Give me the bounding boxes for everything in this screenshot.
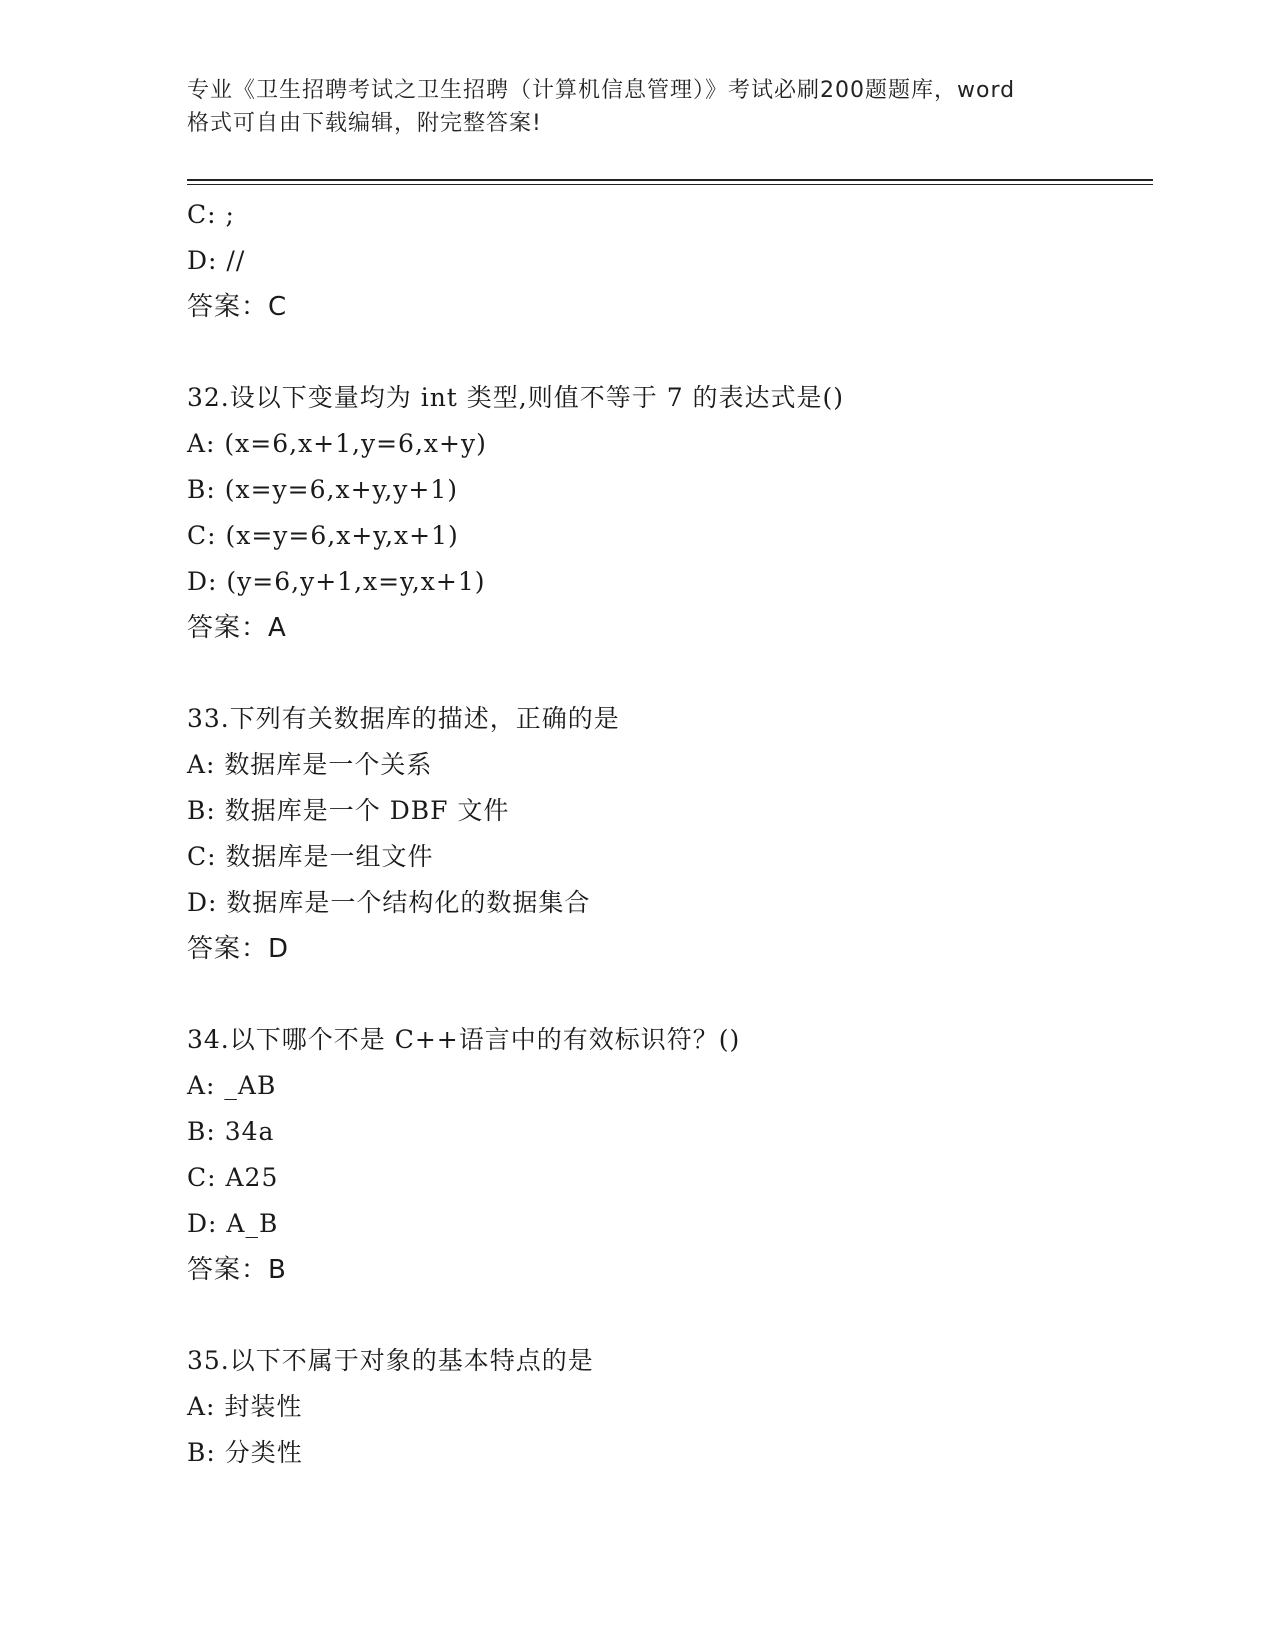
option-a: A: (x=6,x+1,y=6,x+y) [187, 429, 487, 458]
document-header [187, 74, 1087, 140]
question-stem: 35.以下不属于对象的基本特点的是 [187, 1346, 594, 1375]
spacer [187, 651, 1153, 696]
header-line-2: 格式可自由下载编辑，附完整答案! [187, 111, 542, 136]
question-32 [187, 375, 1153, 651]
answer: 答案：A [187, 613, 287, 643]
header-divider-thin [187, 184, 1153, 185]
answer: 答案：B [187, 1255, 287, 1285]
option-d: D: // [187, 246, 246, 275]
option-c: C: ; [187, 200, 235, 229]
question-stem: 33.下列有关数据库的描述，正确的是 [187, 704, 620, 733]
spacer [187, 1293, 1153, 1338]
header-line-1: 专业《卫生招聘考试之卫生招聘（计算机信息管理）》考试必刷200题题库，word [187, 78, 1016, 103]
option-b: B: 34a [187, 1117, 275, 1146]
question-list [187, 192, 1153, 1476]
question-fragment [187, 192, 1153, 330]
question-stem: 32.设以下变量均为 int 类型,则值不等于 7 的表达式是() [187, 383, 845, 412]
option-d: D: (y=6,y+1,x=y,x+1) [187, 567, 486, 596]
option-a: A: 封装性 [187, 1392, 303, 1421]
option-a: A: _AB [187, 1071, 277, 1100]
option-b: B: 数据库是一个 DBF 文件 [187, 796, 510, 825]
answer: 答案：C [187, 292, 288, 322]
option-c: C: 数据库是一组文件 [187, 842, 434, 871]
question-34 [187, 1017, 1153, 1293]
spacer [187, 330, 1153, 375]
header-divider-thick [187, 179, 1153, 181]
option-c: C: A25 [187, 1163, 279, 1192]
question-33 [187, 696, 1153, 972]
option-c: C: (x=y=6,x+y,x+1) [187, 521, 459, 550]
answer: 答案：D [187, 934, 290, 964]
option-d: D: A_B [187, 1209, 279, 1238]
question-stem: 34.以下哪个不是 C++语言中的有效标识符？() [187, 1025, 741, 1054]
option-a: A: 数据库是一个关系 [187, 750, 433, 779]
spacer [187, 972, 1153, 1017]
option-b: B: 分类性 [187, 1438, 303, 1467]
question-35 [187, 1338, 1153, 1476]
option-d: D: 数据库是一个结构化的数据集合 [187, 888, 591, 917]
option-b: B: (x=y=6,x+y,y+1) [187, 475, 458, 504]
